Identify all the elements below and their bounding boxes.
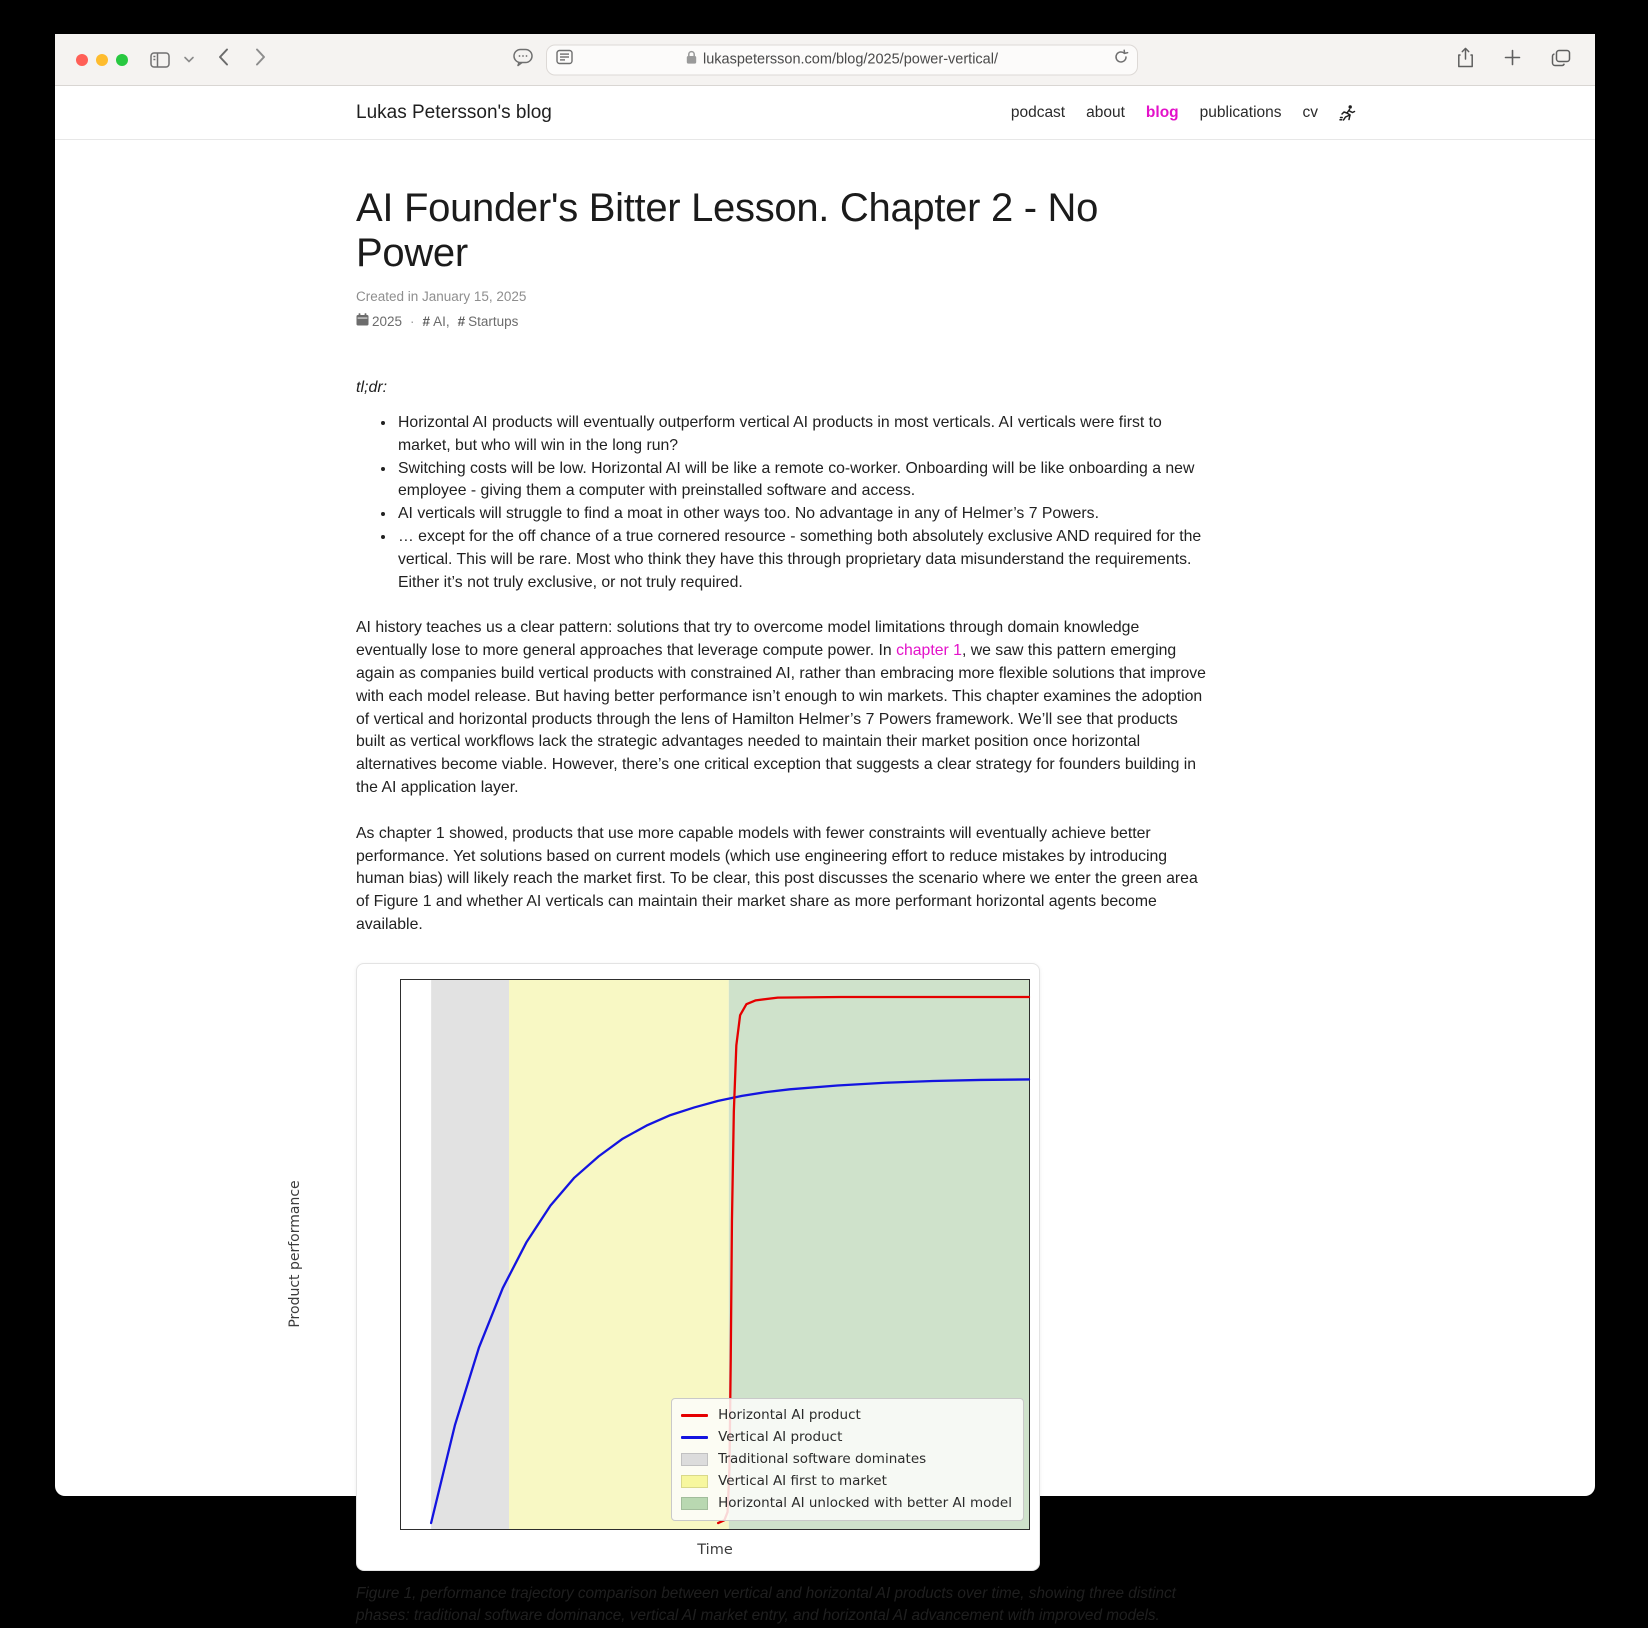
hash-icon: # [422, 313, 431, 329]
running-person-icon[interactable] [1339, 104, 1357, 122]
nav-about[interactable]: about [1086, 103, 1125, 121]
nav-blog[interactable]: blog [1145, 103, 1179, 121]
tag-ai[interactable]: # AI, [422, 313, 450, 329]
refresh-icon[interactable] [1114, 50, 1128, 70]
tldr-list [356, 412, 1211, 594]
year-tag[interactable]: 2025 [356, 313, 402, 329]
y-axis-label: Product performance [287, 1180, 303, 1328]
legend-item [681, 1407, 1012, 1424]
created-date: Created in January 15, 2025 [356, 289, 527, 304]
nav-publications[interactable]: publications [1199, 103, 1282, 121]
page-title: AI Founder's Bitter Lesson. Chapter 2 - No Power [356, 186, 1099, 275]
nav-podcast[interactable]: podcast [1010, 103, 1066, 121]
back-icon[interactable] [218, 48, 229, 71]
site-nav [1011, 104, 1357, 122]
legend-item [681, 1451, 1012, 1468]
url-text: lukaspetersson.com/blog/2025/power-vertical/ [703, 51, 998, 68]
browser-toolbar [55, 34, 1595, 86]
paragraph-2: As chapter 1 showed, products that use more capable models with fewer constraints will eventually achieve better performance. Yet solutions based on current models (which use engineering effort to reduce mistakes by introducing human bias) will likely reach the market first. To be clear, this post discusses the scenario where we enter the green area of Figure 1 and whether AI verticals can maintain their market share as more performant horizontal agents become available. [356, 824, 1198, 933]
site-title[interactable]: Lukas Petersson's blog [356, 101, 552, 123]
site-header [55, 86, 1595, 140]
legend-item [681, 1429, 1012, 1446]
figure-1-chart [287, 963, 1040, 1571]
chart-plot-area [400, 979, 1030, 1530]
forward-icon[interactable] [255, 48, 266, 71]
lock-icon [686, 51, 697, 69]
meta-separator: · [410, 313, 415, 329]
nav-cv[interactable]: cv [1302, 103, 1318, 121]
legend-swatch [681, 1475, 708, 1488]
legend-label: Traditional software dominates [718, 1451, 927, 1468]
post-meta [356, 313, 1211, 329]
legend-swatch [681, 1414, 708, 1417]
chart-zone [431, 980, 509, 1529]
chart-legend [671, 1398, 1024, 1521]
x-axis-label: Time [697, 1541, 733, 1558]
address-bar[interactable] [546, 44, 1138, 75]
legend-label: Vertical AI first to market [718, 1473, 887, 1490]
new-tab-icon[interactable] [1504, 49, 1521, 71]
legend-item [681, 1473, 1012, 1490]
list-item: • Switching costs will be low. Horizontal AI will be like a remote co-worker. Onboarding will be like onboarding a new employee - giving them a computer with preinstalled software and access. [396, 458, 1211, 504]
figure-caption: Figure 1, performance trajectory comparison between vertical and horizontal AI products over time, showing three distinct phases: traditional software dominance, vertical AI market entry, and horizontal AI advancement with improved models. [356, 1584, 1176, 1625]
window-controls [76, 54, 128, 66]
share-icon[interactable] [1457, 47, 1474, 73]
list-item: • … except for the off chance of a true cornered resource - something both absolutely exclusive AND required for the vertical. This will be rare. Most who think they have this through proprietary data misunderstand the requirements. Either it’s not truly exclusive, or not truly required. [396, 526, 1211, 594]
tag-startups[interactable]: # Startups [457, 313, 519, 329]
minimize-window-button[interactable] [96, 54, 108, 66]
legend-label: Horizontal AI unlocked with better AI model [718, 1495, 1012, 1512]
chevron-down-icon[interactable] [184, 56, 194, 63]
paragraph-1: AI history teaches us a clear pattern: solutions that try to overcome model limitations through domain knowledge eventually lose to more general approaches that leverage compute power. In chapter 1, we saw this pattern emerging again as companies build vertical products with constrained AI, rather than embracing more flexible solutions that improve with each model release. But having better performance isn’t enough to win markets. This chapter examines the adoption of vertical and horizontal products through the lens of Hamilton Helmer’s 7 Powers framework. We’ll see that products built as vertical workflows lack the strategic advantages needed to maintain their market position once horizontal alternatives become viable. However, there’s one critical exception that suggests a clear strategy for founders building in the AI application layer. [356, 619, 1206, 796]
tabs-overview-icon[interactable] [1551, 49, 1571, 72]
legend-swatch [681, 1436, 708, 1439]
legend-swatch [681, 1497, 708, 1510]
browser-window [55, 34, 1595, 1625]
legend-item [681, 1495, 1012, 1512]
list-item: • AI verticals will struggle to find a moat in other ways too. No advantage in any of Helmer’s 7 Powers. [396, 503, 1211, 526]
calendar-icon [356, 313, 369, 329]
sidebar-icon[interactable] [150, 52, 170, 68]
legend-label: Horizontal AI product [718, 1407, 861, 1424]
tldr-label: tl;dr: [356, 379, 388, 396]
list-item: • Horizontal AI products will eventually outperform vertical AI products in most verticals. AI verticals were first to market, but who will win in the long run? [396, 412, 1211, 458]
extension-icon[interactable] [512, 47, 534, 72]
article [287, 140, 1211, 1628]
chapter-1-link[interactable]: chapter 1 [896, 642, 962, 660]
hash-icon: # [457, 313, 466, 329]
close-window-button[interactable] [76, 54, 88, 66]
legend-swatch [681, 1453, 708, 1466]
zoom-window-button[interactable] [116, 54, 128, 66]
legend-label: Vertical AI product [718, 1429, 843, 1446]
